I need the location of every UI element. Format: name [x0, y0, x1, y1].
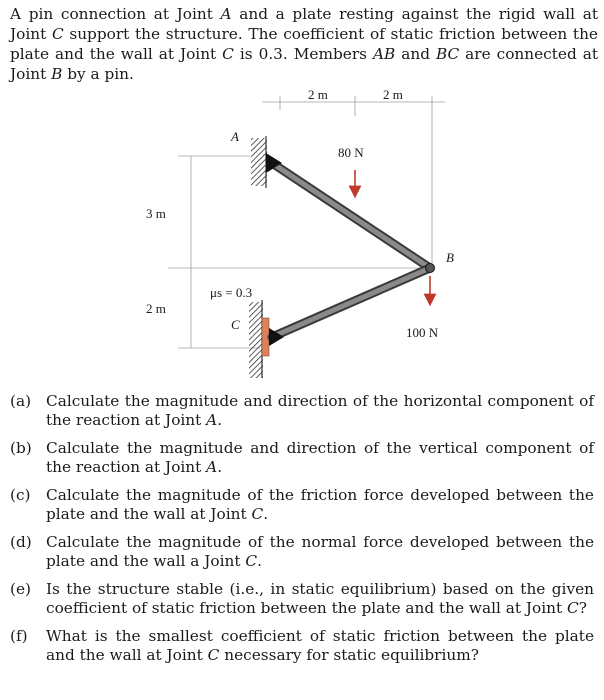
question-c: (c) Calculate the magnitude of the friction force developed between the plate and the wall at Joint C.	[10, 486, 594, 523]
problem-statement: A pin connection at Joint A and a plate resting against the rigid wall at Joint C support the structure. The coefficient of static friction between the plate and the wall at Joint C is 0.3. Members AB and BC are connected at Joint B by a pin.	[10, 5, 598, 83]
dimension-lines	[168, 96, 445, 348]
question-f: (f) What is the smallest coefficient of static friction between the plate and the wall at Joint C necessary for static equilibrium?	[10, 627, 594, 664]
dim-top-left: 2 m	[308, 87, 328, 102]
load-top-label: 80 N	[338, 145, 364, 160]
wall-a-hatch	[251, 138, 267, 186]
question-e: (e) Is the structure stable (i.e., in static equilibrium) based on the given coefficient of static friction between the plate and the wall at Joint C?	[10, 580, 594, 617]
structure-figure	[0, 80, 604, 380]
dim-left-top: 3 m	[146, 206, 166, 221]
joint-c-label: C	[231, 317, 240, 332]
joint-a-label: A	[231, 129, 239, 144]
mu-label: μs = 0.3	[210, 285, 253, 300]
pin-b	[426, 264, 435, 273]
dim-top-right: 2 m	[383, 87, 403, 102]
dim-left-bottom: 2 m	[146, 301, 166, 316]
question-d: (d) Calculate the magnitude of the normal force developed between the plate and the wall a Joint C.	[10, 533, 594, 570]
question-a: (a) Calculate the magnitude and direction of the horizontal component of the reaction at Joint A.	[10, 392, 594, 429]
wall-c-hatch	[249, 302, 263, 378]
joint-b-label: B	[446, 250, 454, 265]
question-list	[10, 392, 594, 674]
load-bottom-label: 100 N	[406, 325, 439, 340]
question-b: (b) Calculate the magnitude and direction of the vertical component of the reaction at Joint A.	[10, 439, 594, 476]
